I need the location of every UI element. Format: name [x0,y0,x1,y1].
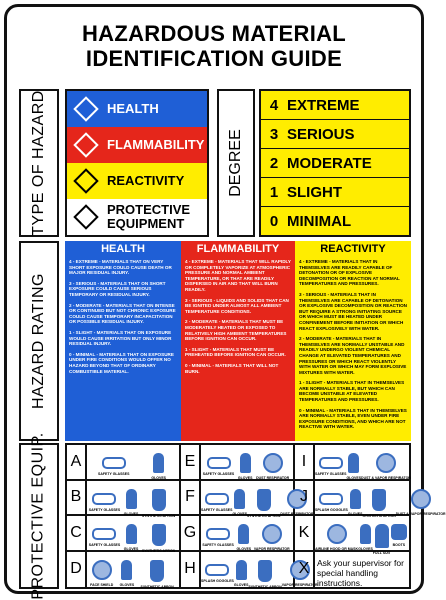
health-rating-column [65,241,181,441]
equipment-cell-i [295,445,409,481]
splash-goggles-icon [319,493,343,505]
hazmat-sign [4,4,446,600]
rating-text: 2 - MODERATE - MATERIALS THAT MUST BE MODERATELY HEATED OR EXPOSED TO RELATIVELY HIGH AMBIENT TEMPERATURES BEFORE IGNITION CAN OCCUR. [185,319,287,342]
equipment-items [87,556,177,589]
equipment-caption: SYNTHETIC APRON [248,584,282,589]
equipment-item [90,556,113,587]
protective-equip-label: PROTECTIVE EQUIP. [30,432,48,600]
reactivity-rating-title: REACTIVITY [320,243,386,255]
hazard-rating-label: HAZARD RATING [30,273,48,409]
equipment-cell-e [181,445,295,481]
equipment-items [201,556,318,589]
degree-row [261,207,409,236]
health-diamond-icon [73,96,98,121]
equipment-item [201,485,232,512]
full-suit-icon [375,524,389,548]
safety-glasses-icon [206,528,230,540]
equipment-caption: GLOVES [346,476,362,480]
splash-goggles-icon [205,564,229,576]
equipment-caption: SYNTHETIC APRON [362,513,396,518]
title-line-2: IDENTIFICATION GUIDE [85,46,343,71]
flammability-rating-column [181,241,295,441]
apron-icon [150,560,164,582]
equipment-items [87,485,177,518]
equipment-letter: F [181,481,201,515]
equipment-item [256,449,289,480]
hazard-rating-label-box [19,241,59,441]
flammability-diamond-icon [73,132,98,157]
equipment-caption: BOOTS [392,543,406,547]
flammability-rating-title: FLAMMABILITY [196,243,280,255]
degree-number: 4 [269,96,279,114]
gloves-icon [234,489,245,509]
rating-text: 4 - EXTREME - MATERIALS THAT ON VERY SHORT EXPOSURE COULD CAUSE DEATH OR MAJOR RESIDUAL INJURY. [69,259,172,276]
equipment-caption: GLOVES [233,582,249,587]
gloves-icon [238,524,249,544]
equipment-caption: SYNTHETIC APRON [141,513,176,518]
equipment-item [315,520,358,551]
equipment-item [247,485,280,518]
legend-flammability-label: FLAMMABILITY [107,137,205,152]
gloves-icon [360,524,371,544]
equipment-caption: GLOVES [123,547,139,551]
equipment-caption: GLOVES [237,476,253,480]
equipment-item [124,485,139,516]
rating-text: 2 - MODERATE - MATERIALS THAT ON INTENSE OR CONTINUED BUT NOT CHRONIC EXPOSURE COULD CAUSE TEMPORARY INCAPACITATION OR POSSIBLE RESIDUAL INJURY. [69,302,176,325]
reactivity-rating-column [295,241,411,441]
gloves-icon [126,489,137,509]
protective-equip-label-box [19,432,59,600]
degree-row [261,91,409,120]
rating-text: 0 - MINIMAL - MATERIALS THAT ON EXPOSURE UNDER FIRE CONDITIONS WOULD OFFER NO HAZARD BEYOND THAT OF ORDINARY COMBUSTIBLE MATERIAL. [69,351,174,374]
equipment-item [358,520,373,551]
equipment-caption: SAFETY GLASSES [202,472,235,476]
equipment-letter: A [67,445,87,479]
gloves-icon [121,560,132,580]
equipment-item [151,449,166,480]
equipment-caption: DUST & VAPOR RESPIRATOR [361,476,411,480]
equipment-items [315,520,407,555]
equipment-item [142,520,175,553]
gloves-icon [350,489,361,509]
equipment-letter: J [295,481,315,515]
face-shield-icon [92,560,112,580]
equipment-letter: C [67,516,87,550]
apron-icon [372,489,386,511]
equipment-item [315,449,346,476]
equipment-items [201,520,291,551]
equipment-cell-f [181,481,314,518]
apron-icon [257,489,271,511]
equipment-letter: B [67,481,87,515]
equipment-items [201,485,314,518]
legend-health-label: HEALTH [107,101,159,116]
legend-reactivity-label: REACTIVITY [107,173,185,188]
degree-number: 2 [269,154,279,172]
legend-flammability [67,127,207,163]
supervisor-note: Ask your supervisor for special handling instructions. [317,557,404,588]
type-of-hazard-label: TYPE OF HAZARD [30,90,47,236]
equipment-item [202,520,233,547]
gloves-icon [240,453,251,473]
equipment-item [396,485,446,516]
degree-text: MODERATE [287,154,372,172]
equipment-item [234,556,249,587]
legend-reactivity [67,163,207,199]
rating-text: 1 - SLIGHT - MATERIALS THAT IN THEMSELVES ARE NORMALLY STABLE, BUT WHICH CAN BECOME UNSTABLE AT ELEVATED TEMPERATURES AND PRESSURES. [299,380,405,403]
degree-label: DEGREE [227,129,245,197]
equipment-letter: K [295,516,315,550]
equipment-item [361,449,411,480]
equipment-cell-b [67,481,181,517]
equipment-item [254,520,290,551]
equipment-item [391,520,407,547]
safety-glasses-icon [92,493,116,505]
equipment-item [203,449,234,476]
equipment-caption: SYNTHETIC APRON [140,584,174,589]
protective-equipment-diamond-icon [73,204,98,229]
degree-label-box [217,89,255,237]
rating-text: 1 - SLIGHT - MATERIALS THAT ON EXPOSURE WOULD CAUSE IRRITATION BUT ONLY MINOR RESIDUAL INJURY. [69,329,172,347]
boots-icon [391,524,407,540]
rating-text: 3 - SERIOUS - MATERIALS THAT ON SHORT EXPOSURE COULD CAUSE SERIOUS TEMPORARY OR RESIDUAL INJURY. [69,280,166,297]
rating-text: 0 - MINIMAL - MATERIALS THAT WILL NOT BURN. [185,362,279,374]
legend-protective-equipment [67,199,207,235]
degree-row [261,149,409,178]
degree-row [261,120,409,149]
equipment-caption: VAPOR RESPIRATOR [253,547,290,551]
safety-glasses-icon [205,493,229,505]
equipment-caption: FACE SHIELD [90,582,114,587]
title-line-1: HAZARDOUS MATERIAL [81,21,347,46]
gloves-icon [348,453,359,473]
rating-text: 0 - MINIMAL - MATERIALS THAT IN THEMSELVES ARE NORMALLY STABLE, EVEN UNDER FIRE EXPOSURE CONDITIONS, AND WHICH ARE NOT REACTIVE WITH WATER. [299,407,407,430]
equipment-letter: H [181,552,201,588]
degree-row [261,178,409,207]
equipment-caption: SPLASH GOGGLES [201,578,234,583]
equipment-item [238,449,253,480]
safety-glasses-icon [92,528,116,540]
equipment-items [87,449,177,480]
degree-number: 3 [269,125,279,143]
vapor-respirator-icon [262,524,282,544]
equipment-caption: GLOVES [119,582,135,587]
equipment-item [89,485,120,512]
equipment-caption: DUST & VAPOR RESPIRATOR [395,511,446,516]
equipment-caption: SAFETY GLASSES [202,543,234,547]
respirator-icon [376,453,396,473]
safety-glasses-icon [102,457,126,469]
equipment-caption: GLOVES [358,547,373,551]
safety-glasses-icon [207,457,231,469]
equipment-caption: SAFETY GLASSES [315,472,347,476]
degree-text: MINIMAL [287,213,352,230]
sign-title [7,21,421,71]
equipment-item [124,520,139,551]
equipment-letter: E [181,445,201,479]
equipment-items [315,485,446,518]
equipment-cell-h [181,552,318,589]
equipment-item [315,485,348,512]
equipment-item [142,485,175,518]
protective-equipment-grid [65,443,446,589]
equipment-caption: GLOVES [123,511,139,516]
equipment-caption: VAPOR RESPIRATOR [281,582,318,587]
equipment-cell-d [67,552,181,588]
rating-text: 2 - MODERATE - MATERIALS THAT IN THEMSELVES ARE NORMALLY UNSTABLE AND READILY UNDERGO VIOLENT CHEMICAL CHANGE AT ELEVATED TEMPERATURES AND PRESSURES OR WHICH REACT VIOLENTLY WITH WATER OR WHICH MAY FORM EXPLOSIVE MIXTURES WITH WATER. [299,336,407,375]
degree-scale [259,89,411,237]
legend-protective-equipment-label: PROTECTIVE EQUIPMENT [107,202,191,231]
equipment-item [248,556,281,589]
equipment-item [346,449,361,480]
equipment-cell-x [295,552,409,588]
reactivity-diamond-icon [73,168,98,193]
rating-text: 4 - EXTREME - MATERIALS THAT WILL RAPIDLY OR COMPLETELY VAPORIZE AT ATMOSPHERIC PRESSURE AND NORMAL AMBIENT TEMPERATURE, OR THAT ARE READILY DISPERSED IN AIR AND THAT WILL BURN READILY. [185,259,291,292]
equipment-cell-j [295,481,446,518]
equipment-items [87,520,177,553]
equipment-caption: SPLASH GOGGLES [315,507,348,512]
degree-text: SERIOUS [287,125,355,143]
apron-icon [258,560,272,582]
gloves-icon [153,453,164,473]
dust-respirator-icon [263,453,283,473]
equipment-caption: DUST RESPIRATOR [280,511,314,516]
type-of-hazard-label-box [19,89,59,237]
equipment-item [201,556,234,583]
equipment-cell-a [67,445,181,481]
equipment-caption: SAFETY GLASSES [88,543,121,547]
equipment-caption: GLOVES [236,547,252,551]
equipment-caption: SYNTHETIC APRON [247,513,281,518]
rating-text: 3 - SERIOUS - MATERIALS THAT IN THEMSELVES ARE CAPABLE OF DETONATION OR EXPLOSIVE DECOMPOSITION OR REACTION BUT REQUIRE A STRONG INITIATING SOURCE OR WHICH MUST BE HEATED UNDER CONFINEMENT BEFORE INITIATION OR WHICH REACT EXPLOSIVELY WITH WATER. [299,291,407,331]
equipment-caption: SAFETY GLASSES [201,507,233,512]
equipment-caption: AIRLINE HOOD OR MASK [315,547,359,551]
rating-text: 3 - SERIOUS - LIQUIDS AND SOLIDS THAT CAN BE IGNITED UNDER ALMOST ALL AMBIENT TEMPERATURE CONDITIONS. [185,297,289,314]
health-rating-title: HEALTH [101,243,145,255]
equipment-caption: GLOVES [347,511,363,516]
equipment-caption: DUST RESPIRATOR [256,476,290,480]
equipment-caption: SYNTHETIC APRON [141,549,176,553]
rating-text: 1 - SLIGHT - MATERIALS THAT MUST BE PREHEATED BEFORE IGNITION CAN OCCUR. [185,346,286,358]
respirator-icon [411,489,431,509]
equipment-letter: D [67,552,87,588]
equipment-item [120,556,135,587]
legend-health [67,91,207,127]
equipment-item [98,449,129,476]
equipment-cell-c [67,513,181,553]
equipment-item [140,556,173,589]
equipment-item [237,520,252,551]
equipment-caption: SAFETY GLASSES [88,507,121,512]
degree-text: SLIGHT [287,183,342,201]
equipment-letter: G [181,516,201,550]
gloves-icon [126,524,137,544]
equipment-item [362,485,395,518]
safety-glasses-icon [319,457,343,469]
equipment-letter: X [295,552,315,588]
degree-text: EXTREME [287,96,360,114]
rating-text: 4 - EXTREME - MATERIALS THAT IN THEMSELVES ARE READILY CAPABLE OF DETONATION OR OF EXPLOSIVE DECOMPOSITION OR REACTION AT NORMAL TEMPERATURES AND PRESSURES. [299,259,400,287]
gloves-icon [236,560,247,580]
equipment-caption: GLOVES [151,476,166,480]
apron-icon [152,489,166,511]
degree-number: 1 [269,183,279,201]
equipment-items [201,449,291,480]
hood-mask-icon [327,524,347,544]
degree-number: 0 [269,213,279,230]
equipment-item [373,520,391,555]
hazard-type-legend [65,89,209,237]
equipment-caption: GLOVES [232,511,248,516]
equipment-caption: SAFETY GLASSES [97,472,130,476]
equipment-item [348,485,363,516]
equipment-item [232,485,247,516]
apron-icon [152,524,166,546]
equipment-item [89,520,120,547]
equipment-letter: I [295,445,315,479]
equipment-caption: FULL SUIT [372,551,391,555]
equipment-items [315,449,411,480]
